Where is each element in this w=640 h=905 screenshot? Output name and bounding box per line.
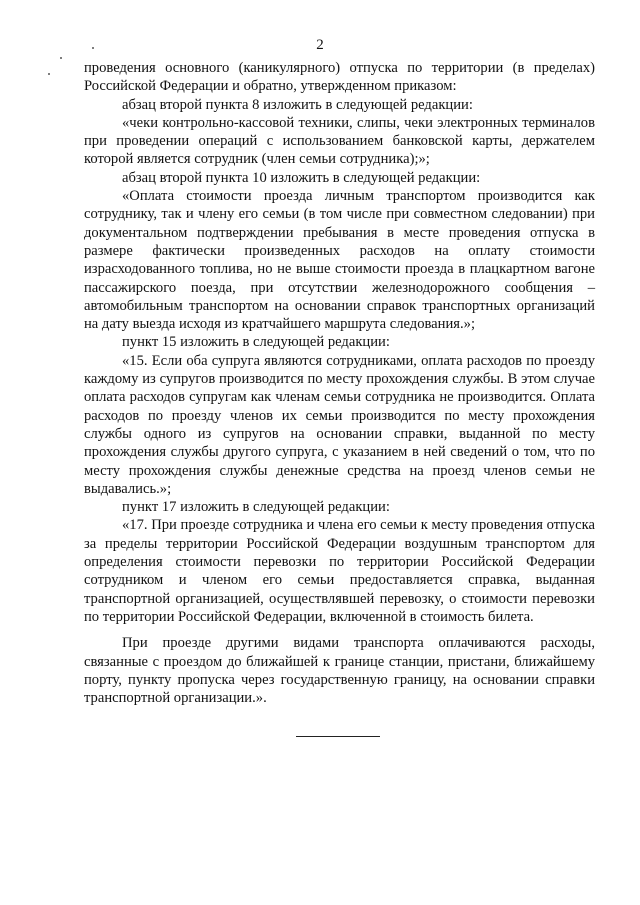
paragraph-quote-personal-transport: «Оплата стоимости проезда личным транспортом производится как сотруднику, так и члену его семьи (в том числе при совместном следовании) при документальном подтверждении пребывания в месте проведения отпуска в размере фактически произведенных расходов на оплату стоимости израсходованного топлива, но не выше стоимости проезда в плацкартном вагоне пассажирского поезда, при отсутствии железнодорожного сообщения – автомобильным транспортом на основании справок транспортных организаций на дату выезда исходя из кратчайшего маршрута следования.»; <box>84 188 595 333</box>
scan-speck <box>48 73 50 75</box>
paragraph-quote-other-transport: При проезде другими видами транспорта оплачиваются расходы, связанные с проездом до ближайшей к границе станции, пристани, ближайшему порту, пункту пропуска через государственную границу, на основании справки транспортной организации.». <box>84 635 595 707</box>
paragraph-amendment-intro-10: абзац второй пункта 10 изложить в следующей редакции: <box>122 169 481 186</box>
paragraph-quote-point-17: «17. При проезде сотрудника и члена его семьи к месту проведения отпуска за пределы территории Российской Федерации воздушным транспортом для определения стоимости перевозки по территории Российской Федерации сотрудником и членом его семьи предоставляется справка, выданная транспортной организацией, осуществлявшей перевозку, о стоимости перевозки по территории Российской Федерации, включенной в стоимость билета. <box>84 517 595 625</box>
paragraph-amendment-intro-17: пункт 17 изложить в следующей редакции: <box>122 499 390 516</box>
paragraph-continuation: проведения основного (каникулярного) отпуска по территории (в пределах) Российской Федерации и обратно, утвержденном приказом: <box>84 60 595 95</box>
paragraph-amendment-intro-8: абзац второй пункта 8 изложить в следующей редакции: <box>122 96 473 113</box>
paragraph-quote-point-15: «15. Если оба супруга являются сотрудниками, оплата расходов по проезду каждому из супругов производится по месту прохождения службы. В этом случае оплата расходов супругам как членам семьи сотрудника не производится. Оплата расходов по проезду членов их семьи производится по месту прохождения службы одного из супругов на основании справки, выданной по месту прохождения службы другого супруга, с указанием в ней сведений о том, что по месту прохождения службы денежные средства на проезд членов семьи не выдавались.»; <box>84 352 595 497</box>
paragraph-amendment-intro-15: пункт 15 изложить в следующей редакции: <box>122 334 390 351</box>
closing-separator-line <box>296 736 380 737</box>
paragraph-quote-checks: «чеки контрольно-кассовой техники, слипы, чеки электронных терминалов при проведении операций с использованием банковской карты, держателем которой является сотрудник (член семьи сотрудника);»; <box>84 114 595 168</box>
document-body <box>84 59 595 707</box>
scan-speck <box>60 57 62 59</box>
page-number: 2 <box>316 37 324 53</box>
